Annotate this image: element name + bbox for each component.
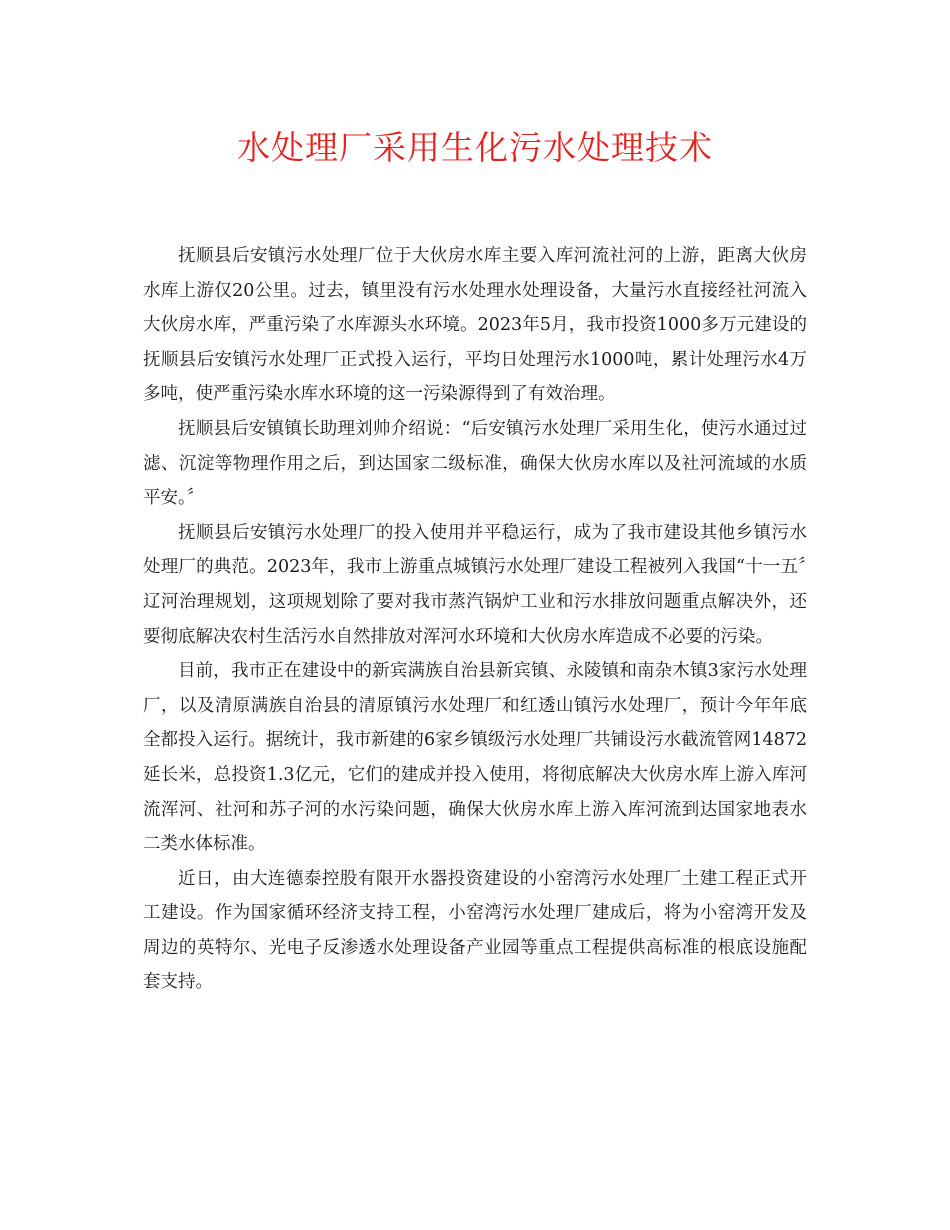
paragraph-5: 近日，由大连德泰控股有限开水器投资建设的小窑湾污水处理厂土建工程正式开工建设。作为国家循环经济支持工程，小窑湾污水处理厂建成后，将为小窑湾开发及周边的英特尔、光电子反渗透水处理设备产业园等重点工程提供高标准的根底设施配套支持。: [143, 868, 807, 993]
page-title: 水处理厂采用生化污水处理技术: [237, 128, 713, 167]
document-body: [143, 239, 807, 1000]
paragraph-4: 目前，我市正在建设中的新宾满族自治县新宾镇、永陵镇和南杂木镇3家污水处理厂，以及清原满族自治县的清原镇污水处理厂和红透山镇污水处理厂，预计今年年底全都投入运行。据统计，我市新建的6家乡镇级污水处理厂共铺设污水截流管网14872延长米，总投资1.3亿元，它们的建成并投入使用，将彻底解决大伙房水库上游入库河流浑河、社河和苏子河的水污染问题，确保大伙房水库上游入库河流到达国家地表水二类水体标准。: [143, 661, 807, 855]
paragraph-2: 抚顺县后安镇镇长助理刘帅介绍说：“后安镇污水处理厂采用生化，使污水通过过滤、沉淀等物理作用之后，到达国家二级标准，确保大伙房水库以及社河流域的水质平安。〞: [143, 418, 807, 509]
paragraph-1: 抚顺县后安镇污水处理厂位于大伙房水库主要入库河流社河的上游，距离大伙房水库上游仅20公里。过去，镇里没有污水处理水处理设备，大量污水直接经社河流入大伙房水库，严重污染了水库源头水环境。2023年5月，我市投资1000多万元建设的抚顺县后安镇污水处理厂正式投入运行，平均日处理污水1000吨，累计处理污水4万多吨，使严重污染水库水环境的这一污染源得到了有效治理。: [143, 246, 807, 405]
paragraph-3: 抚顺县后安镇污水处理厂的投入使用并平稳运行，成为了我市建设其他乡镇污水处理厂的典范。2023年，我市上游重点城镇污水处理厂建设工程被列入我国“十一五〞辽河治理规划，这项规划除了要对我市蒸汽锅炉工业和污水排放问题重点解决外，还要彻底解决农村生活污水自然排放对浑河水环境和大伙房水库造成不必要的污染。: [143, 522, 807, 647]
